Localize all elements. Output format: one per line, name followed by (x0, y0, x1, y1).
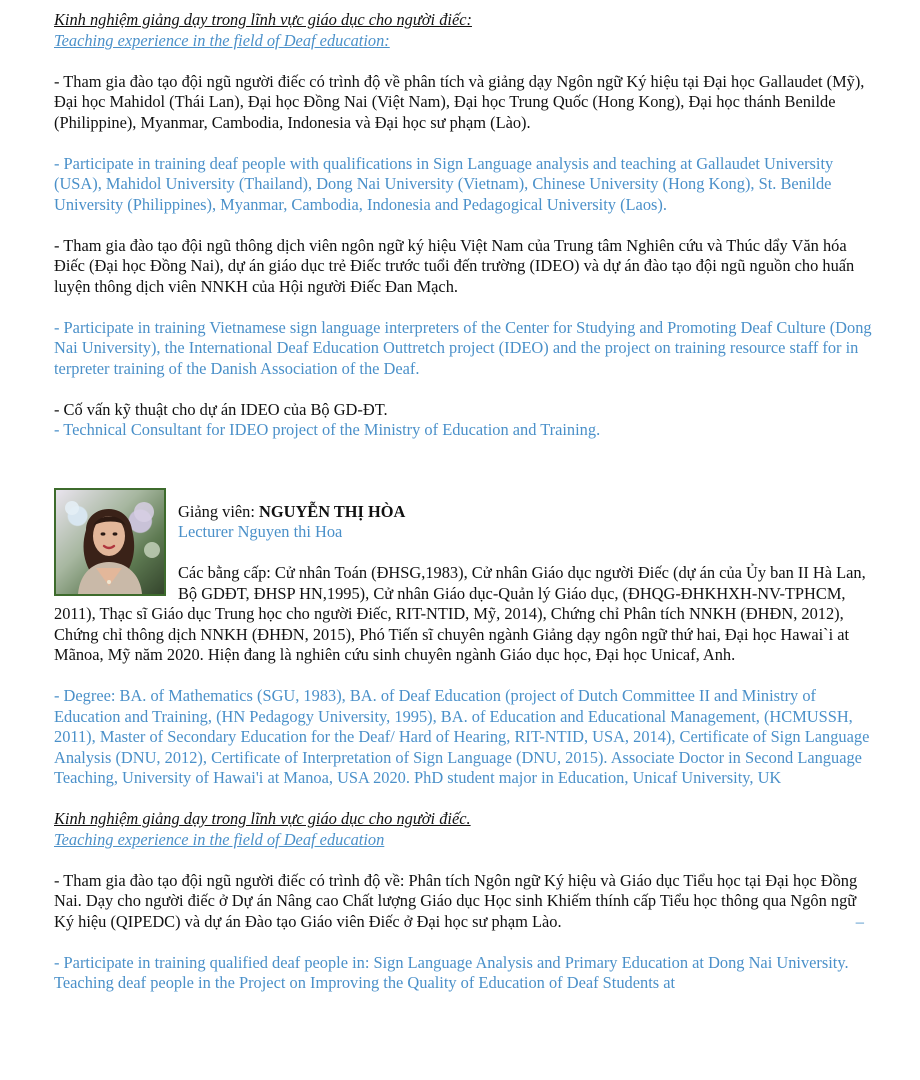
degrees-paragraph-vi: Các bằng cấp: Cử nhân Toán (ĐHSG,1983), Cử nhân Giáo dục người Điếc (dự án của Ủy ban II Hà Lan, Bộ GDĐT, ĐHSP HN,1995), Cử nhân Giáo dục-Quản lý Giáo dục, (ĐHQG-ĐHKHXH-NV-TPHCM, 2011), Thạc sĩ Giáo dục Trung học cho người Điếc, RIT-NTID, Mỹ, 2014), Chứng chỉ Phân tích NNKH (ĐHĐN, 2012), Chứng chỉ thông dịch NNKH (ĐHĐN, 2015), Phó Tiến sĩ chuyên ngành Giảng dạy ngôn ngữ thứ hai, Đại học Hawai`i at Mãnoa, Mỹ năm 2020. Hiện đang là nghiên cứu sinh chuyên ngành Giáo dục học, Đại học Unicaf, Anh. (54, 563, 866, 664)
paragraph-en: - Participate in training deaf people with qualifications in Sign Language analysis and teaching at Gallaudet University (USA), Mahidol University (Thailand), Dong Nai University (Vietnam), Chinese University (Hong Kong), St. Benilde University (Philippines), Myanmar, Cambodia, Indonesia and Pedagogical University (Laos). (54, 153, 834, 214)
section-heading-vi: Kinh nghiệm giảng dạy trong lĩnh vực giáo dục cho người điếc. (54, 809, 471, 828)
section-heading-en: Teaching experience in the field of Deaf education: (54, 30, 390, 50)
paragraph-en: - Technical Consultant for IDEO project of the Ministry of Education and Training. (54, 420, 601, 439)
paragraph-vi: - Tham gia đào tạo đội ngũ người điếc có trình độ về phân tích và giảng dạy Ngôn ngữ Ký hiệu tại Đại học Gallaudet (Mỹ), Đại học Mahidol (Thái Lan), Đại học Đồng Nai (Việt Nam), Đại học Trung Quốc (Hong Kong), Đại học thánh Benilde (Philippine), Myanmar, Cambodia, Indonesia và Đại học sư phạm (Lào). (54, 71, 865, 132)
paragraph-vi (54, 871, 874, 933)
section-teaching-experience-1 (54, 10, 874, 441)
lecturer-title-en: Lecturer Nguyen thi Hoa (178, 522, 343, 541)
trailing-dash: – (855, 911, 864, 931)
paragraph-vi-text: - Tham gia đào tạo đội ngũ người điếc có trình độ về: Phân tích Ngôn ngữ Ký hiệu và Giáo dục Tiểu học tại Đại học Đồng Nai. Dạy cho người điếc ở Dự án Nâng cao Chất lượng Giáo dục Học sinh Khiếm thính cấp Tiểu học thông qua Ngôn ngữ Ký hiệu (QIPEDC) và dự án Đào tạo Giáo viên Điếc ở Đại học sư phạm Lào. (54, 870, 858, 931)
paragraph-vi: - Tham gia đào tạo đội ngũ thông dịch viên ngôn ngữ ký hiệu Việt Nam của Trung tâm Nghiên cứu và Thúc dẩy Văn hóa Điếc (Đại học Đồng Nai), dự án giáo dục trẻ Điếc trước tuổi đến trường (IDEO) và dự án đào tạo đội ngũ nguồn cho huấn luyện thông dịch viên NNKH của Hội người Điếc Đan Mạch. (54, 235, 855, 296)
degrees-paragraph-en: - Degree: BA. of Mathematics (SGU, 1983), BA. of Deaf Education (project of Dutch Committee II and Ministry of Education and Training, (HN Pedagogy University, 1995), BA. of Education and Educational Management, (HCMUSSH, 2011), Master of Secondary Education for the Deaf/ Hard of Hearing, RIT-NTID, USA, 2014), Certificate of Sign Language Analysis (DNU, 2012), Certificate of Interpretation of Sign Language (DNU, 2015). Associate Doctor in Second Language Teaching, University of Hawai'i at Manoa, USA 2020. PhD student major in Education, Unicaf University, UK (54, 686, 870, 787)
lecturer-photo (54, 488, 166, 596)
paragraph-vi: - Cố vấn kỹ thuật cho dự án IDEO của Bộ GD-ĐT. (54, 399, 388, 419)
section-teaching-experience-2 (54, 809, 874, 994)
paragraph-en: - Participate in training Vietnamese sign language interpreters of the Center for Studying and Promoting Deaf Culture (Dong Nai University), the International Deaf Education Outtretch project (IDEO) and the project on training resource staff for in terpreter training of the Danish Association of the Deaf. (54, 317, 872, 378)
document-page (54, 10, 874, 994)
lecturer-title-prefix: Giảng viên: (178, 501, 260, 521)
lecturer-profile (54, 488, 874, 789)
section-heading-en: Teaching experience in the field of Deaf education (54, 829, 385, 849)
lecturer-title (54, 488, 874, 523)
lecturer-name: NGUYỄN THỊ HÒA (259, 501, 406, 521)
paragraph-en: - Participate in training qualified deaf people in: Sign Language Analysis and Primary Education at Dong Nai University. Teaching deaf people in the Project on Improving the Quality of Education of Deaf Students at (54, 952, 849, 992)
section-heading-vi: Kinh nghiệm giảng dạy trong lĩnh vực giáo dục cho người điếc: (54, 10, 472, 29)
